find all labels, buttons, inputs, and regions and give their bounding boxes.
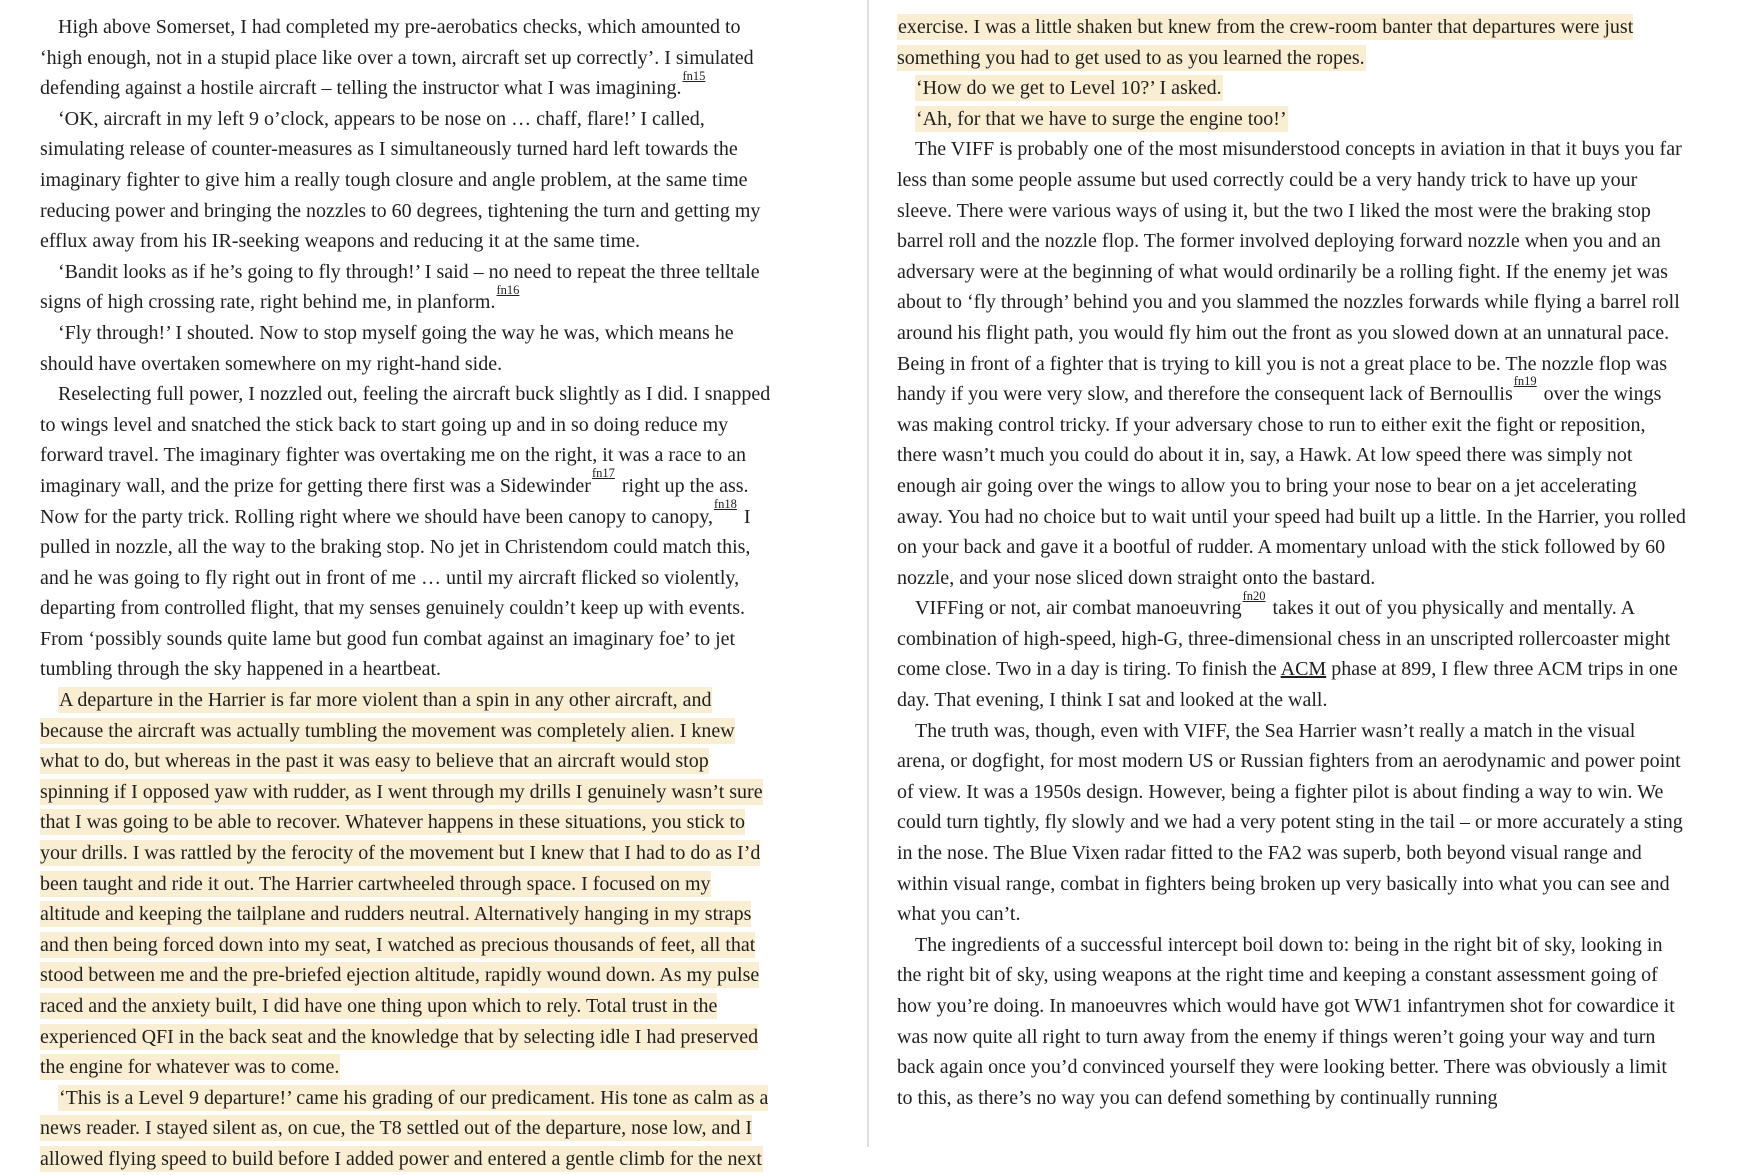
text-segment: ‘Fly through!’ I shouted. Now to stop myself going the way he was, which means he should have overtaken somewhere on my right-hand side.: [40, 321, 734, 375]
text-segment: takes it out of you physically and mentally. A combination of high-speed, high-G, three-dimensional chess in an unscripted rollercoaster might come close. Two in a day is tiring. To finish the: [897, 597, 1671, 681]
paragraph: [897, 588, 1687, 715]
text-segment: I pulled in nozzle, all the way to the braking stop. No jet in Christendom could match this, and he was going to fly right out in front of me … until my aircraft flicked so violently, departing from controlled flight, that my senses genuinely couldn’t keep up with events. From ‘possibly sounds quite lame but good fun combat against an imaginary foe’ to jet tumbling through the sky happened in a heartbeat.: [40, 505, 751, 681]
highlighted-text[interactable]: ‘This is a Level 9 departure!’ came his grading of our predicament. His tone as calm as a news reader. I stayed silent as, on cue, the T8 settled out of the departure, nose low, and I allowed flying speed to build before I added power and entered a gentle climb for the next: [40, 1086, 769, 1170]
highlighted-text[interactable]: exercise. I was a little shaken but knew from the crew-room banter that departures were just something you had to get used to as you learned the ropes.: [897, 16, 1634, 69]
paragraph: [897, 134, 1687, 593]
column-divider: [867, 0, 869, 1147]
footnote-link-fn15[interactable]: fn15: [682, 68, 706, 83]
acm-glossary-link[interactable]: ACM: [1280, 658, 1327, 681]
paragraph: [40, 12, 771, 104]
paragraph: [897, 73, 1687, 104]
text-segment: High above Somerset, I had completed my pre-aerobatics checks, which amounted to ‘high enough, not in a stupid place like over a town, aircraft set up correctly’. I simulated defending against a hostile aircraft – telling the instructor what I was imagining.: [40, 16, 754, 100]
text-segment: VIFFing or not, air combat manoeuvring: [915, 597, 1242, 620]
text-segment: right up the ass. Now for the party trick. Rolling right where we should have been canopy to canopy,: [40, 474, 749, 528]
text-segment: Reselecting full power, I nozzled out, feeling the aircraft buck slightly as I did. I snapped to wings level and snatched the stick back to start going up and in so doing reduce my forward travel. The imaginary fighter was overtaking me on the right, it was a race to an imaginary wall, and the prize for getting there first was a Sidewinder: [40, 383, 771, 497]
text-segment: ‘OK, aircraft in my left 9 o’clock, appears to be nose on … chaff, flare!’ I called, simulating release of counter-measures as I simultaneously turned hard left towards the imaginary fighter to give him a really tough closure and angle problem, at the same time reducing power and bringing the nozzles to 60 degrees, tightening the turn and getting my efflux away from his IR-seeking weapons and reducing it at the same time.: [40, 107, 761, 253]
paragraph: [897, 930, 1687, 1114]
footnote-link-fn16[interactable]: fn16: [496, 282, 520, 297]
paragraph: [40, 379, 771, 685]
page-column-left: [40, 12, 771, 1170]
text-segment: over the wings was making control tricky. If your adversary chose to run to either exit the fight or reposition, there wasn’t much you could do about it in, say, a Hawk. At low speed there was simply not enough air going over the wings to allow you to bring your nose to bear on a jet accelerating away. You had no choice but to wait until your speed had built up a little. In the Harrier, you rolled on your back and gave it a bootful of rudder. A momentary unload with the stick followed by 60 nozzle, and your nose sliced down straight onto the bastard.: [897, 383, 1686, 589]
paragraph: [40, 318, 771, 379]
highlighted-text[interactable]: A departure in the Harrier is far more violent than a spin in any other aircraft, and because the aircraft was actually tumbling the movement was completely alien. I knew what to do, but whereas in the past it was easy to believe that an aircraft would stop spinning if I opposed yaw with rudder, as I went through my drills I genuinely wasn’t sure that I was going to be able to recover. Whatever happens in these situations, you stick to your drills. I was rattled by the ferocity of the movement but I knew that I had to do as I’d been taught and ride it out. The Harrier cartwheeled through space. I focused on my altitude and keeping the tailplane and rudders neutral. Alternatively hanging in my straps and then being forced down into my seat, I watched as precious thousands of feet, all that stood between me and the pre-briefed ejection altitude, rapidly wound down. As my pulse raced and the anxiety built, I did have one thing upon which to rely. Total trust in the experienced QFI in the back seat and the knowledge that by selecting idle I had preserved the engine for whatever was to come.: [40, 689, 763, 1079]
paragraph: [40, 257, 771, 318]
highlighted-text[interactable]: ‘How do we get to Level 10?’ I asked.: [916, 77, 1222, 100]
paragraph: [40, 104, 771, 257]
page-column-right: [897, 12, 1687, 1135]
text-segment: The ingredients of a successful intercept boil down to: being in the right bit of sky, looking in the right bit of sky, using weapons at the right time and keeping a constant assessment going of how you’re doing. In manoeuvres which would have got WW1 infantrymen shot for cowardice it was now quite all right to turn away from the enemy if things weren’t going your way and turn back again once you’d convinced yourself they were looking better. There was obviously a limit to this, as there’s no way you can defend something by continually running: [897, 933, 1675, 1109]
text-segment: ‘Bandit looks as if he’s going to fly through!’ I said – no need to repeat the three telltale signs of high crossing rate, right behind me, in planform.: [40, 260, 760, 314]
text-segment: phase at 899, I flew three ACM trips in one day. That evening, I think I sat and looked at the wall.: [897, 658, 1678, 712]
footnote-link-fn19[interactable]: fn19: [1513, 374, 1537, 389]
text-segment: The VIFF is probably one of the most misunderstood concepts in aviation in that it buys you far less than some people assume but used correctly could be a very handy trick to have up your sleeve. There were various ways of using it, but the two I liked the most were the braking stop barrel roll and the nozzle flop. The former involved deploying forward nozzle when you and an adversary were at the beginning of what would ordinarily be a rolling fight. If the enemy jet was about to ‘fly through’ behind you and you slammed the nozzles forwards while flying a barrel roll around his flight path, you would fly him out the front as you slowed down at an unnatural pace. Being in front of a fighter that is trying to kill you is not a great place to be. The nozzle flop was handy if you were very slow, and therefore the consequent lack of Bernoullis: [897, 138, 1682, 406]
highlighted-text[interactable]: ‘Ah, for that we have to surge the engine too!’: [916, 107, 1287, 130]
text-segment: The truth was, though, even with VIFF, the Sea Harrier wasn’t really a match in the visual arena, or dogfight, for most modern US or Russian fighters from an aerodynamic and power point of view. It was a 1950s design. However, being a fighter pilot is about finding a way to win. We could turn tightly, fly slowly and we had a very potent sting in the tail – or more accurately a sting in the nose. The Blue Vixen radar fitted to the FA2 was superb, both beyond visual range and within visual range, combat in fighters being broken up very basically into what you can see and what you can’t.: [897, 719, 1683, 926]
paragraph: [897, 716, 1687, 930]
footnote-link-fn17[interactable]: fn17: [591, 466, 615, 481]
footnote-link-fn18[interactable]: fn18: [713, 496, 737, 511]
page-gutter: [771, 12, 897, 1135]
paragraph: [897, 104, 1687, 135]
paragraph: [40, 1083, 771, 1175]
paragraph: [897, 12, 1687, 73]
footnote-link-fn20[interactable]: fn20: [1242, 588, 1266, 603]
paragraph: [40, 685, 771, 1083]
